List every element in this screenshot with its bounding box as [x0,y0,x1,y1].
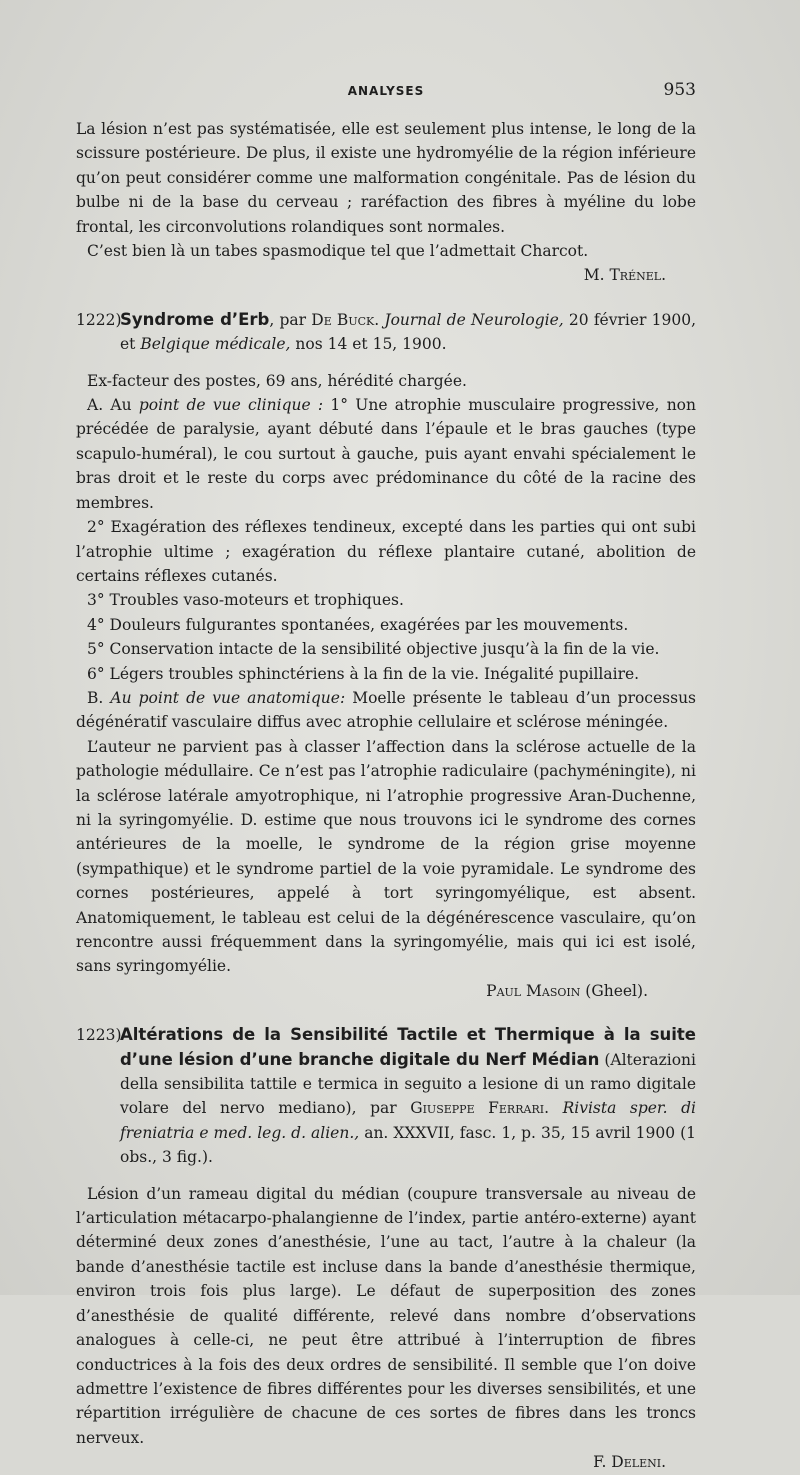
intro-conclusion: C’est bien là un tabes spasmodique tel que l’admettait Charcot. [87,242,589,261]
journal-name: Rivista sper. di freniatria e med. leg. d. alien., [120,1099,696,1142]
anatomical-text: Moelle présente le tableau d’un processus dégénératif vasculaire diffus avec atrophie cellulaire et sclérose méningée. [76,688,697,732]
entry-subtitle: (Alterazioni della sensibilita tattile e termica in seguito a lesione di un ramo digitale volare del nervo mediano), par [120,1050,696,1118]
paragraph: 2° Exagération des réflexes tendineux, excepté dans les parties qui ont subi l’atrophie ultime ; exagération du réflexe plantaire cutané, abolition de certains réflexes cutanés. [76,518,696,585]
paragraph: 3° Troubles vaso-moteurs et trophiques. [87,591,404,610]
signature-place: (Gheel). [580,981,648,1000]
intro-paragraph: La lésion n’est pas systématisée, elle est seulement plus intense, le long de la scissure postérieure. De plus, il existe une hydromyélie de la région inférieure qu’on peut considérer comme une malformation congénitale. Pas de lésion du bulbe ni de la base du cerveau ; raréfaction des fibres à myéline du lobe frontal, les circonvolutions rolandiques sont normales. [76,120,696,236]
label-b-italic: Au point de vue anatomique: [110,688,346,707]
journal-name-2: Belgique médicale, [140,335,291,354]
journal-name: Journal de Neurologie, [384,310,564,329]
entry-author: Giuseppe Ferrari. [410,1099,549,1118]
entry-1222-heading [76,308,696,357]
running-head: ANALYSES [347,84,425,98]
signature-masoin [76,979,696,1003]
label-a: A. Au [87,396,139,415]
entry-number: 1222) [76,310,122,329]
entry-and: et [120,335,141,354]
entry-1223-heading [76,1023,696,1169]
label-a-italic: point de vue clinique : [138,396,324,415]
entry-number: 1223) [76,1026,122,1045]
paragraph: Lésion d’un rameau digital du médian (coupure transversale au niveau de l’articulation métacarpo-phalangienne de l’index, partie antéro-externe) ayant déterminé deux zones d’anesthésie, l’une au tact, l’autre à la chaleur (la bande d’anesthésie tactile est incluse dans la bande d’anesthésie thermique, environ trois fois plus large). Le défaut de superposition des zones d’anesthésie de qualité différente, relevé dans nombre d’observations analogues à celle-ci, ne peut être attribué à l’interruption de fibres conductrices à la fois des deux ordres de sensibilité. Il semble que l’on doive admettre l’existence de fibres différentes pour les diverses sensibilités, et une répartition irrégulière de chacune de ces sortes de fibres dans les troncs nerveux. [76,1184,696,1447]
paragraph-clinical [76,393,696,515]
signature-trenel: M. Trénel. [583,266,666,285]
clinical-text: 1° Une atrophie musculaire progressive, non précédée de paralysie, ayant débuté dans l’épaule et le bras gauches (type scapulo-huméral), le cou surtout à gauche, puis ayant envahi spécialement le bras droit et le reste du corps avec prédominance du côté de la racine des membres. [76,396,696,512]
entry-by: , par [269,310,312,329]
signature-name: Paul Masoin [486,981,581,1000]
paragraph: 6° Légers troubles sphinctériens à la fin de la vie. Inégalité pupillaire. [87,664,640,683]
paragraph: 5° Conservation intacte de la sensibilité objective jusqu’à la fin de la vie. [87,640,660,659]
journal-issues: nos 14 et 15, 1900. [290,335,447,354]
page-header [76,80,696,102]
journal-details: an. XXXVII, fasc. 1, p. 35, 15 avril 1900 (1 obs., 3 fig.). [120,1123,696,1167]
entry-author: De Buck. [311,310,380,329]
page-content [76,117,696,1475]
paragraph: Ex-facteur des postes, 69 ans, hérédité chargée. [87,371,467,390]
journal-date: 20 février 1900, [563,310,697,329]
paragraph-anatomical [76,686,696,735]
page-number: 953 [663,80,696,100]
signature-deleni: F. Deleni. [593,1453,666,1472]
paragraph: 4° Douleurs fulgurantes spontanées, exagérées par les mouvements. [87,615,629,634]
label-b: B. [87,688,111,707]
entry-title: Altérations de la Sensibilité Tactile et Thermique à la suite d’une lésion d’une branche digitale du Nerf Médian [120,1025,696,1069]
paragraph: L’auteur ne parvient pas à classer l’affection dans la sclérose actuelle de la pathologie médullaire. Ce n’est pas l’atrophie radiculaire (pachyméningite), ni la sclérose latérale amyotrophique, ni l’atrophie progressive Aran-Duchenne, ni la syringomyélie. D. estime que nous trouvons ici le syndrome des cornes antérieures de la moelle, le syndrome de la région grise moyenne (sympathique) et le syndrome partiel de la voie pyramidale. Le syndrome des cornes postérieures, appelé à tort syringomyélique, est absent. Anatomiquement, le tableau est celui de la dégénérescence vasculaire, qu’on rencontre aussi fréquemment dans la syringomyélie, mais qui ici est isolé, sans syringomyélie. [76,737,696,976]
entry-title: Syndrome d’Erb [120,309,270,329]
